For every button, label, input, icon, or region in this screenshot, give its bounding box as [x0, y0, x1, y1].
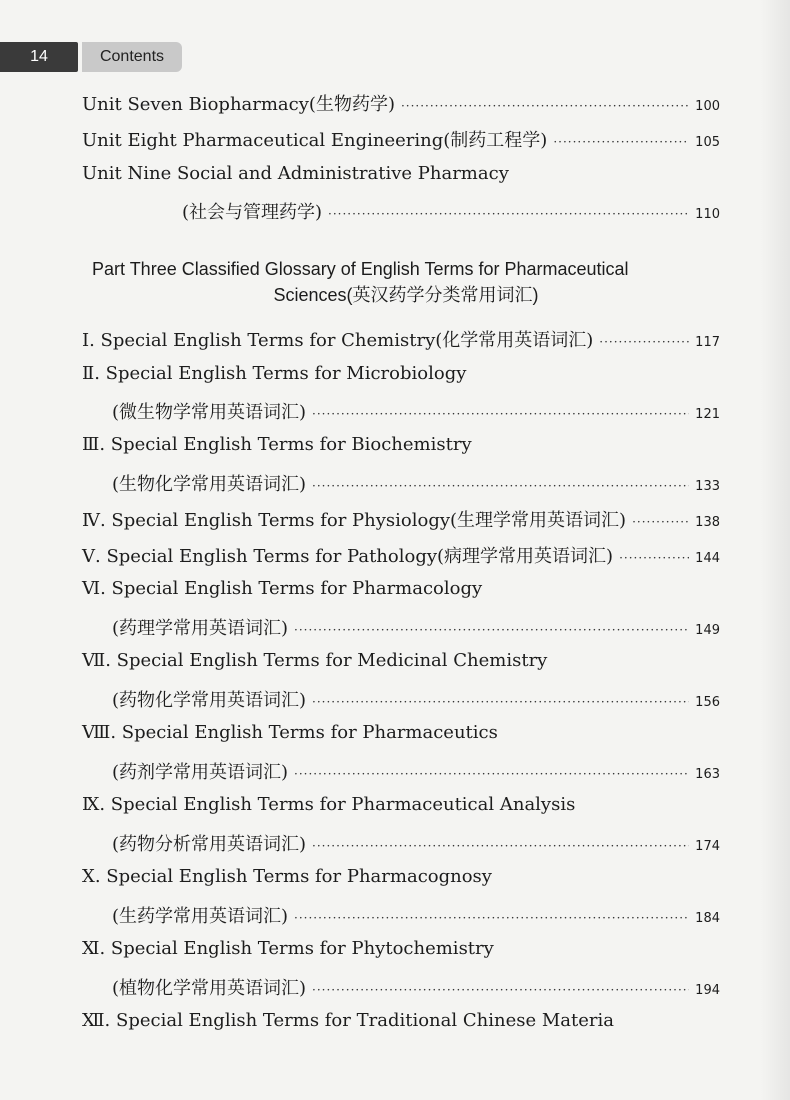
toc-entry-title: Ⅻ. Special English Terms for Traditional Chinese Materia [82, 1010, 614, 1031]
part-three-heading[interactable] [92, 256, 720, 308]
toc-entry-title: Ⅱ. Special English Terms for Microbiology [82, 363, 467, 384]
toc-entry-title: Ⅲ. Special English Terms for Biochemistry [82, 434, 472, 455]
toc-entry-title: Ⅷ. Special English Terms for Pharmaceutics [82, 722, 498, 743]
toc-entry-term-7[interactable] [82, 650, 720, 671]
toc-page-number: 105 [695, 135, 720, 150]
toc-entry-term-3-sub[interactable] [112, 470, 720, 496]
toc-page-number: 110 [695, 207, 720, 222]
toc-entry-term-10[interactable] [82, 866, 720, 887]
toc-entry-term-2[interactable] [82, 363, 720, 384]
toc-page-number: 100 [695, 99, 720, 114]
page-edge-shadow [760, 0, 790, 1100]
toc-entry-subtitle: (社会与管理药学) [182, 202, 323, 223]
toc-entry-subtitle: (药物化学常用英语词汇) [112, 690, 307, 711]
toc-page-number: 138 [695, 515, 720, 530]
leader-dots [294, 911, 689, 925]
toc-entry-subtitle: (药剂学常用英语词汇) [112, 762, 289, 783]
toc-entry-title: Ⅶ. Special English Terms for Medicinal Chemistry [82, 650, 548, 671]
toc-page-number: 149 [695, 623, 720, 638]
toc-entry-title: Unit Eight Pharmaceutical Engineering(制药工程学) [82, 130, 548, 151]
toc-entry-unit-eight[interactable] [82, 126, 720, 152]
leader-dots [312, 839, 689, 853]
leader-dots [312, 983, 689, 997]
leader-dots [632, 515, 689, 529]
toc-entry-term-3[interactable] [82, 434, 720, 455]
toc-entry-subtitle: (生药学常用英语词汇) [112, 906, 289, 927]
toc-page-number: 117 [695, 335, 720, 350]
toc-entry-subtitle: (植物化学常用英语词汇) [112, 978, 307, 999]
toc-entry-term-6-sub[interactable] [112, 614, 720, 640]
toc-page-number: 194 [695, 983, 720, 998]
toc-entry-title: Ⅵ. Special English Terms for Pharmacology [82, 578, 483, 599]
toc-entry-subtitle: (微生物学常用英语词汇) [112, 402, 307, 423]
toc-entry-title: Ⅳ. Special English Terms for Physiology(生理学常用英语词汇) [82, 510, 627, 531]
toc-entry-title: Ⅴ. Special English Terms for Pathology(病理学常用英语词汇) [82, 546, 614, 567]
leader-dots [312, 479, 689, 493]
toc-entry-term-9-sub[interactable] [112, 830, 720, 856]
part-three-line1: Part Three Classified Glossary of English Terms for Pharmaceutical [92, 259, 629, 279]
toc-entry-title: Ⅸ. Special English Terms for Pharmaceutical Analysis [82, 794, 576, 815]
toc-entry-term-8[interactable] [82, 722, 720, 743]
toc-entry-title: Ⅹ. Special English Terms for Pharmacognosy [82, 866, 492, 887]
toc-entry-unit-seven[interactable] [82, 90, 720, 116]
toc-entry-term-5[interactable] [82, 542, 720, 568]
leader-dots [553, 135, 689, 149]
toc-entry-title: Unit Seven Biopharmacy(生物药学) [82, 94, 395, 115]
toc-page-number: 156 [695, 695, 720, 710]
toc-entry-term-11[interactable] [82, 938, 720, 959]
leader-dots [619, 551, 689, 565]
toc-entry-title: Ⅺ. Special English Terms for Phytochemistry [82, 938, 494, 959]
toc-entry-term-10-sub[interactable] [112, 902, 720, 928]
part-three-line2: Sciences(英汉药学分类常用词汇) [273, 285, 539, 305]
toc-entry-title: Unit Nine Social and Administrative Pharmacy [82, 163, 509, 184]
leader-dots [328, 207, 689, 221]
leader-dots [401, 99, 689, 113]
page-header [0, 42, 182, 72]
leader-dots [312, 407, 689, 421]
page-number: 14 [0, 42, 78, 72]
toc-page-number: 163 [695, 767, 720, 782]
toc-entry-term-4[interactable] [82, 506, 720, 532]
toc-entry-term-12[interactable] [82, 1010, 720, 1031]
toc-entry-subtitle: (生物化学常用英语词汇) [112, 474, 307, 495]
toc-entry-term-8-sub[interactable] [112, 758, 720, 784]
toc-entry-title: Ⅰ. Special English Terms for Chemistry(化学常用英语词汇) [82, 330, 594, 351]
toc-entry-subtitle: (药物分析常用英语词汇) [112, 834, 307, 855]
toc-entry-unit-nine[interactable] [82, 163, 720, 184]
toc-page-number: 174 [695, 839, 720, 854]
toc-page-number: 121 [695, 407, 720, 422]
toc-entry-term-11-sub[interactable] [112, 974, 720, 1000]
toc-entry-term-9[interactable] [82, 794, 720, 815]
toc-page-number: 184 [695, 911, 720, 926]
toc-page-number: 144 [695, 551, 720, 566]
leader-dots [294, 767, 689, 781]
toc-entry-term-6[interactable] [82, 578, 720, 599]
toc-entry-term-2-sub[interactable] [112, 398, 720, 424]
section-title: Contents [82, 42, 182, 72]
leader-dots [599, 335, 689, 349]
leader-dots [294, 623, 689, 637]
toc-entry-term-1[interactable] [82, 326, 720, 352]
toc-page-number: 133 [695, 479, 720, 494]
toc-entry-subtitle: (药理学常用英语词汇) [112, 618, 289, 639]
toc-entry-term-7-sub[interactable] [112, 686, 720, 712]
toc-entry-unit-nine-sub[interactable] [182, 198, 720, 224]
leader-dots [312, 695, 689, 709]
